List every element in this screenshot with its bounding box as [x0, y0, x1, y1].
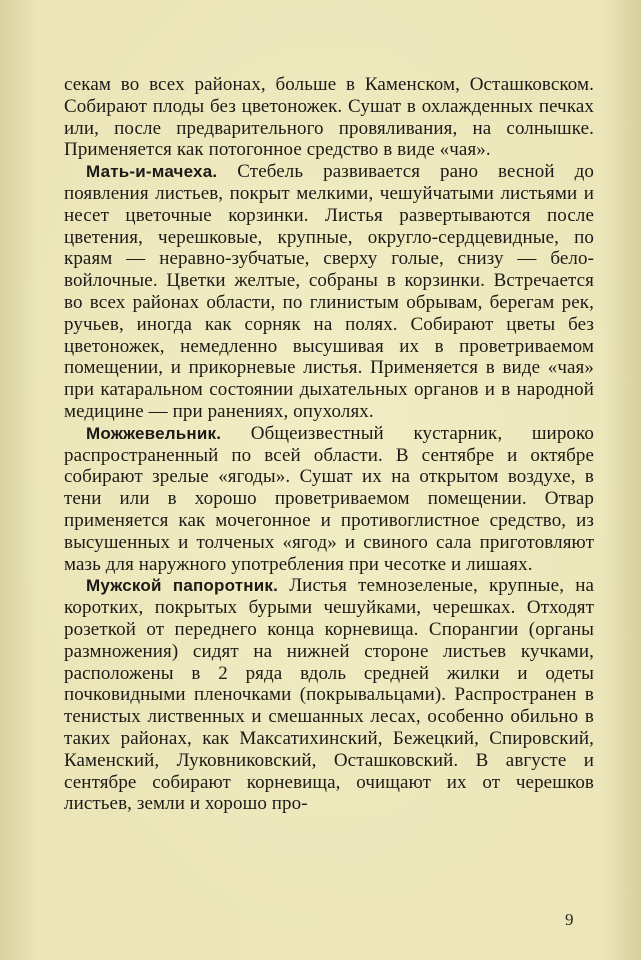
paragraph-continuation	[64, 74, 594, 161]
paragraph-juniper	[64, 423, 594, 576]
paragraph-text: секам во всех районах, больше в Каменском, Осташковском. Собирают плоды без цветоножек. Сушат в охлажденных печках или, после предварительного провяливания, на солнышке. Применяется как потогонное средство в виде «чая».	[64, 74, 594, 161]
entry-term: Мужской папоротник.	[86, 576, 279, 596]
paragraph-text: Общеизвестный кустарник, широко распространенный по всей области. В сентябре и октябре собирают зрелые «ягоды». Сушат их на открытом воздухе, в тени или в хорошо проветриваемом помещении. Отвар применяется как мочегонное и противоглистное средство, из высушенных и толченых «ягод» и свиного сала приготовляют мазь для наружного употребления при чесотке и лишаях.	[64, 422, 594, 575]
entry-term: Можжевельник.	[86, 423, 222, 443]
paragraph-male-fern	[64, 575, 594, 815]
paragraph-coltsfoot	[64, 161, 594, 423]
paragraph-text: Стебель развивается рано весной до появления листьев, покрыт мелкими, чешуйчатыми листьями и несет цветочные корзинки. Листья развертываются после цветения, черешковые, крупные, округло-сердцевидные, по краям — неравно-зубчатые, сверху голые, снизу — бело-войлочные. Цветки желтые, собраны в корзинки. Встречается во всех районах области, по глинистым обрывам, берегам рек, ручьев, иногда как сорняк на полях. Собирают цветы без цветоножек, немедленно высушивая их в проветриваемом помещении, и прикорневые листья. Применяется в виде «чая» при катаральном состоянии дыхательных органов и в народной медицине — при ранениях, опухолях.	[64, 161, 594, 422]
paragraph-text: Листья темнозеленые, крупные, на коротких, покрытых бурыми чешуйками, черешках. Отходят розеткой от переднего конца корневища. Спорангии (органы размножения) сидят на нижней стороне листьев кучками, расположены в 2 ряда вдоль средней жилки и одеты почковидными пленочками (покрывальцами). Распространен в тенистых лиственных и смешанных лесах, особенно обильно в таких районах, как Максатихинский, Бежецкий, Спировский, Каменский, Луковниковский, Осташковский. В августе и сентябре собирают корневища, очищают их от черешков листьев, земли и хорошо про-	[64, 575, 594, 815]
page-number: 9	[565, 910, 574, 929]
entry-term: Мать-и-мачеха.	[86, 162, 218, 182]
page-body	[64, 74, 594, 815]
